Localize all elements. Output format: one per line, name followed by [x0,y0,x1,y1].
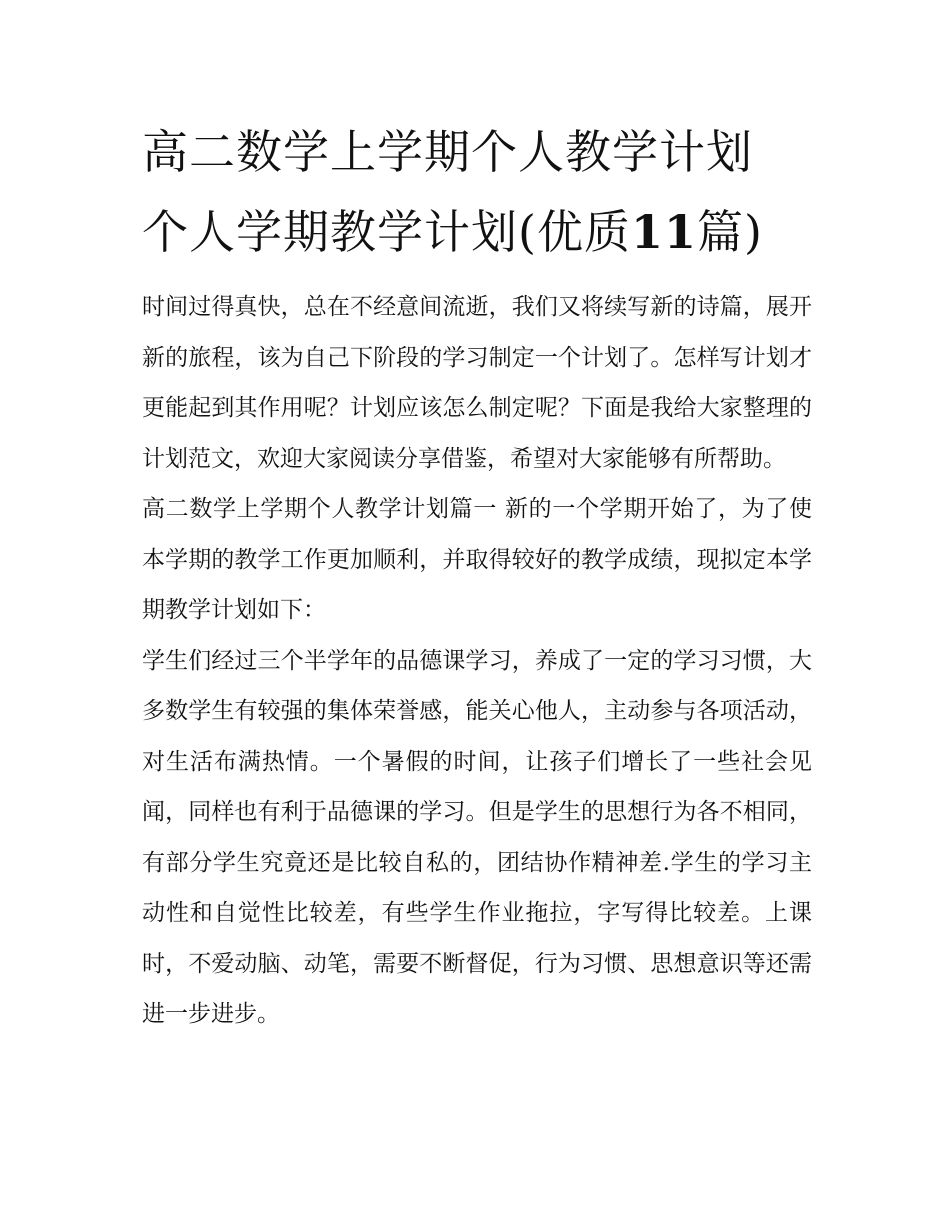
paragraph-student-analysis: 学生们经过三个半学年的品德课学习，养成了一定的学习习惯，大多数学生有较强的集体荣誉感，能关心他人，主动参与各项活动，对生活布满热情。一个暑假的时间，让孩子们增长了一些社会见闻，同样也有利于品德课的学习。但是学生的思想行为各不相同，有部分学生究竟还是比较自私的，团结协作精神差.学生的学习主动性和自觉性比较差，有些学生作业拖拉，字写得比较差。上课时，不爱动脑、动笔，需要不断督促，行为习惯、思想意识等还需进一步进步。 [142,647,812,1027]
document-body [142,282,812,1040]
title-line-2 [142,192,812,272]
title-count-number: 11 [630,205,697,259]
title-line-2-suffix: 篇) [696,205,763,259]
title-line-2-prefix: 个人学期教学计划(优质 [142,205,631,259]
paragraph-plan-intro: 高二数学上学期个人教学计划篇一 新的一个学期开始了，为了使本学期的教学工作更加顺利，并取得较好的教学成绩，现拟定本学期教学计划如下： [142,496,812,623]
title-line-1: 高二数学上学期个人教学计划 [142,125,753,179]
document-page [142,112,812,1040]
paragraph-intro: 时间过得真快，总在不经意间流逝，我们又将续写新的诗篇，展开新的旅程，该为自己下阶段的学习制定一个计划了。怎样写计划才更能起到其作用呢？计划应该怎么制定呢？下面是我给大家整理的计划范文，欢迎大家阅读分享借鉴，希望对大家能够有所帮助。 [142,294,812,472]
document-title [142,112,812,272]
